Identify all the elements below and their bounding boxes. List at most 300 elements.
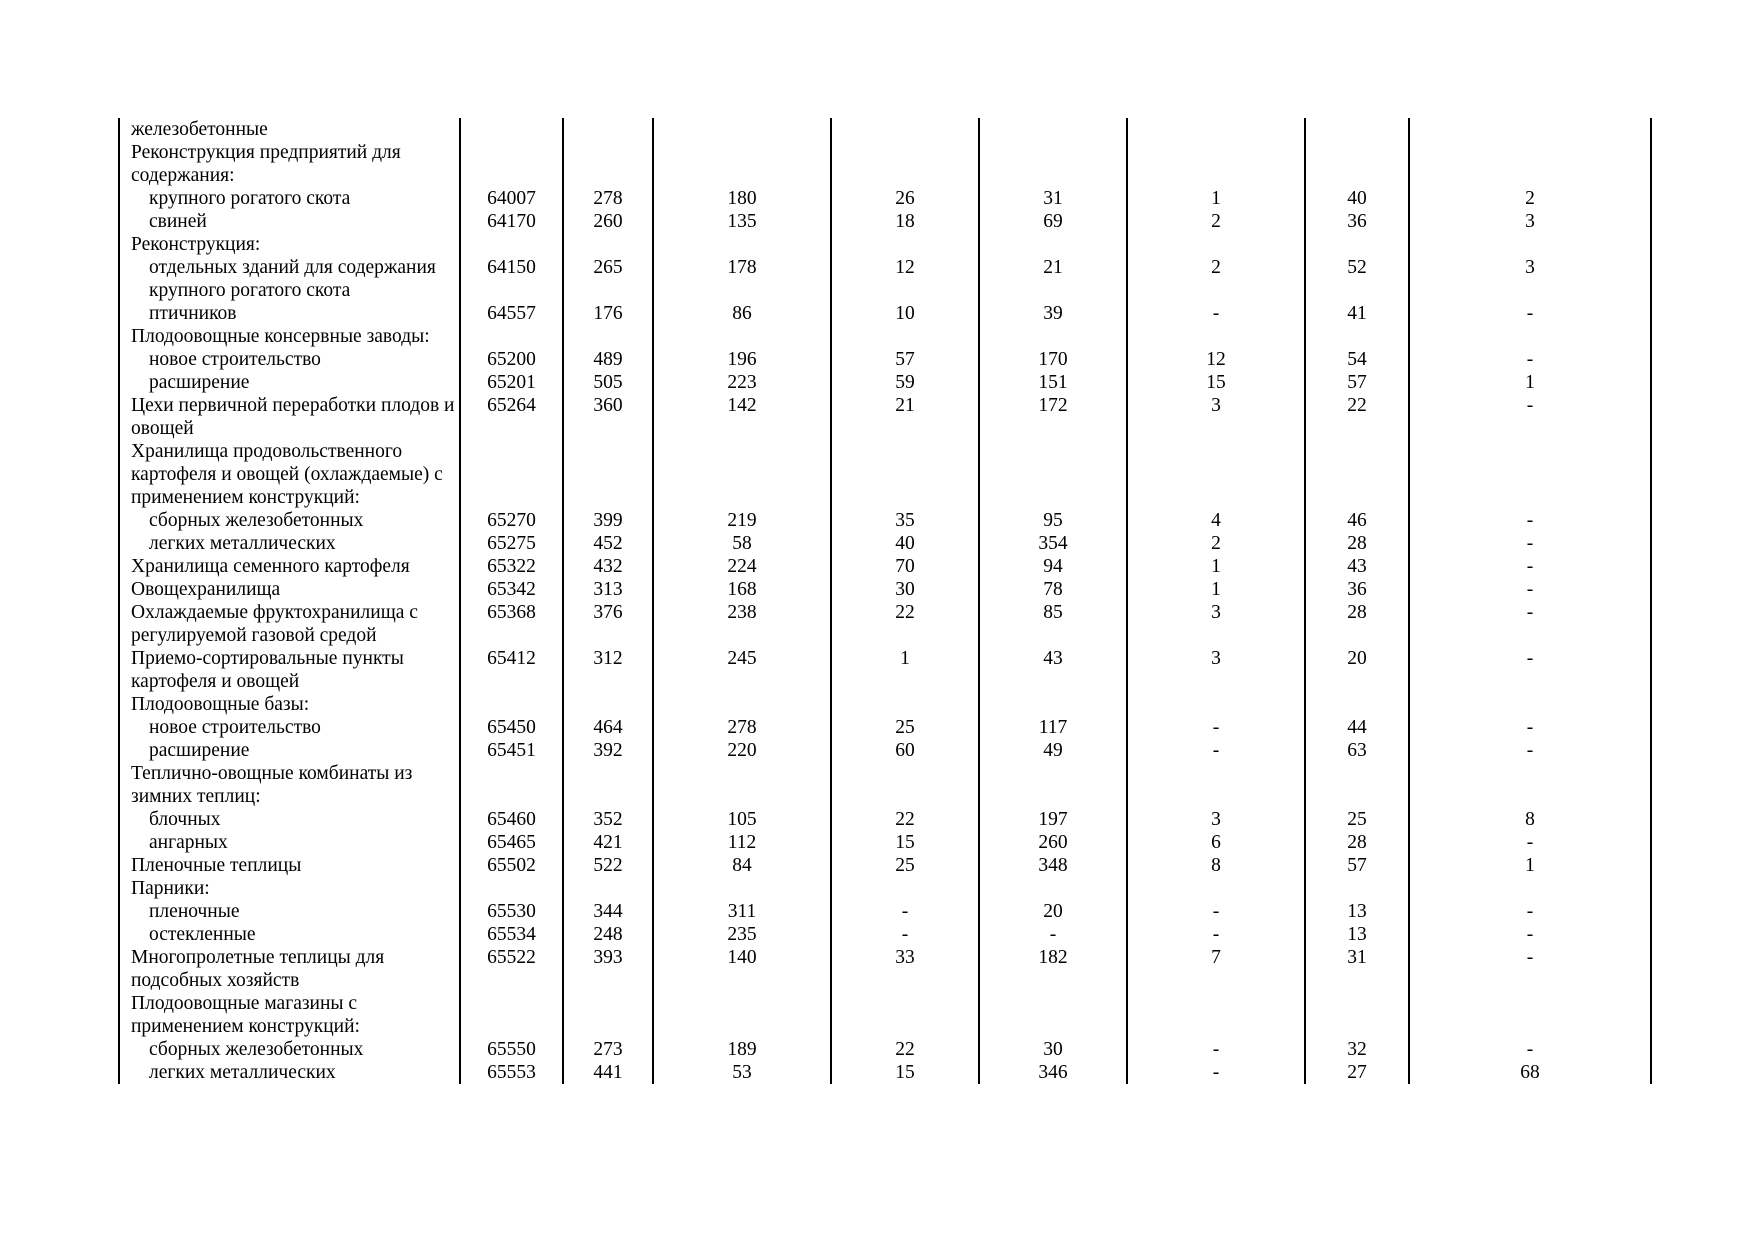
row-value-col-5 [979, 693, 1127, 716]
row-value-col-5: 346 [979, 1061, 1127, 1084]
row-subitem-name: остекленные [119, 923, 460, 946]
row-value-col-3 [653, 141, 831, 187]
row-value-col-2: 352 [563, 808, 653, 831]
row-value-col-2: 260 [563, 210, 653, 233]
row-value-col-7: 22 [1305, 394, 1409, 440]
row-value-col-2: 522 [563, 854, 653, 877]
row-value-col-4: 22 [831, 601, 979, 647]
row-value-col-8: - [1409, 394, 1651, 440]
row-value-col-7 [1305, 992, 1409, 1038]
row-subitem-name: отдельных зданий для содержания крупного рогатого скота [119, 256, 460, 302]
row-value-col-8: 3 [1409, 210, 1651, 233]
row-value-col-1 [460, 118, 563, 141]
row-value-col-4: 25 [831, 716, 979, 739]
row-value-col-6 [1127, 325, 1305, 348]
row-value-col-3: 58 [653, 532, 831, 555]
row-value-col-6 [1127, 118, 1305, 141]
table-row [119, 716, 1651, 739]
row-value-col-3: 223 [653, 371, 831, 394]
row-value-col-8: 2 [1409, 187, 1651, 210]
row-value-col-1: 64170 [460, 210, 563, 233]
row-value-col-2: 376 [563, 601, 653, 647]
row-name: Хранилища семенного картофеля [119, 555, 460, 578]
row-value-col-1: 65534 [460, 923, 563, 946]
row-value-col-6 [1127, 693, 1305, 716]
row-value-col-3: 245 [653, 647, 831, 693]
row-value-col-4: 57 [831, 348, 979, 371]
row-value-col-8 [1409, 118, 1651, 141]
row-value-col-4: 30 [831, 578, 979, 601]
row-value-col-1 [460, 141, 563, 187]
table-row [119, 509, 1651, 532]
row-value-col-6: 1 [1127, 555, 1305, 578]
row-value-col-7 [1305, 440, 1409, 509]
row-name: Реконструкция предприятий для содержания: [119, 141, 460, 187]
row-value-col-7: 28 [1305, 601, 1409, 647]
row-value-col-7: 28 [1305, 831, 1409, 854]
row-value-col-5: 49 [979, 739, 1127, 762]
row-value-col-5: 95 [979, 509, 1127, 532]
row-subitem-name: свиней [119, 210, 460, 233]
row-value-col-4: 10 [831, 302, 979, 325]
row-value-col-6: 12 [1127, 348, 1305, 371]
row-value-col-2 [563, 141, 653, 187]
row-value-col-3 [653, 762, 831, 808]
table-row [119, 141, 1651, 187]
row-value-col-2: 393 [563, 946, 653, 992]
row-value-col-4: 1 [831, 647, 979, 693]
table-row [119, 348, 1651, 371]
row-value-col-7: 54 [1305, 348, 1409, 371]
row-value-col-8: 1 [1409, 854, 1651, 877]
row-name: Многопролетные теплицы для подсобных хозяйств [119, 946, 460, 992]
row-value-col-6: 6 [1127, 831, 1305, 854]
row-value-col-1: 65502 [460, 854, 563, 877]
row-value-col-8 [1409, 325, 1651, 348]
data-table [118, 118, 1652, 1084]
row-value-col-4 [831, 141, 979, 187]
row-value-col-4: 21 [831, 394, 979, 440]
row-value-col-5 [979, 992, 1127, 1038]
table-row [119, 371, 1651, 394]
row-subitem-name: пленочные [119, 900, 460, 923]
table-row [119, 256, 1651, 302]
row-value-col-8: 3 [1409, 256, 1651, 302]
row-subitem-name: легких металлических [119, 1061, 460, 1084]
table-row [119, 854, 1651, 877]
row-name: Теплично-овощные комбинаты из зимних теплиц: [119, 762, 460, 808]
table-row [119, 1061, 1651, 1084]
row-value-col-3 [653, 440, 831, 509]
row-value-col-2 [563, 693, 653, 716]
row-name: Цехи первичной переработки плодов и овощей [119, 394, 460, 440]
row-subitem-name: новое строительство [119, 716, 460, 739]
row-value-col-6: - [1127, 900, 1305, 923]
table-row [119, 601, 1651, 647]
row-value-col-5: 354 [979, 532, 1127, 555]
row-value-col-8: 68 [1409, 1061, 1651, 1084]
row-value-col-7 [1305, 233, 1409, 256]
row-value-col-5: 30 [979, 1038, 1127, 1061]
row-value-col-2 [563, 325, 653, 348]
row-value-col-8: - [1409, 601, 1651, 647]
row-value-col-5: 31 [979, 187, 1127, 210]
row-value-col-3 [653, 992, 831, 1038]
row-value-col-7 [1305, 877, 1409, 900]
row-value-col-7: 32 [1305, 1038, 1409, 1061]
row-value-col-5: 151 [979, 371, 1127, 394]
row-value-col-8: - [1409, 739, 1651, 762]
row-value-col-7: 27 [1305, 1061, 1409, 1084]
row-value-col-4: 59 [831, 371, 979, 394]
row-value-col-7: 44 [1305, 716, 1409, 739]
row-value-col-2 [563, 118, 653, 141]
row-value-col-1: 65201 [460, 371, 563, 394]
row-value-col-6: 2 [1127, 210, 1305, 233]
row-value-col-5: 69 [979, 210, 1127, 233]
table-row [119, 394, 1651, 440]
row-value-col-1: 65275 [460, 532, 563, 555]
row-value-col-4: 40 [831, 532, 979, 555]
row-value-col-8: - [1409, 946, 1651, 992]
row-value-col-2: 392 [563, 739, 653, 762]
row-value-col-4: 26 [831, 187, 979, 210]
row-value-col-2: 273 [563, 1038, 653, 1061]
row-value-col-7: 57 [1305, 854, 1409, 877]
row-value-col-1: 65530 [460, 900, 563, 923]
row-value-col-1: 65450 [460, 716, 563, 739]
row-value-col-6: 4 [1127, 509, 1305, 532]
row-value-col-1: 65412 [460, 647, 563, 693]
row-value-col-4: 22 [831, 808, 979, 831]
row-value-col-8: - [1409, 900, 1651, 923]
row-value-col-5: 172 [979, 394, 1127, 440]
row-value-col-8: - [1409, 831, 1651, 854]
table-row [119, 532, 1651, 555]
row-value-col-2 [563, 992, 653, 1038]
table-row [119, 233, 1651, 256]
row-value-col-5: 94 [979, 555, 1127, 578]
row-value-col-5: 170 [979, 348, 1127, 371]
row-value-col-2 [563, 233, 653, 256]
row-subitem-name: новое строительство [119, 348, 460, 371]
row-value-col-4 [831, 440, 979, 509]
row-name: Приемо-сортировальные пункты картофеля и овощей [119, 647, 460, 693]
row-value-col-6: - [1127, 923, 1305, 946]
row-subitem-name: расширение [119, 739, 460, 762]
row-value-col-2: 265 [563, 256, 653, 302]
row-value-col-8: - [1409, 647, 1651, 693]
row-value-col-7: 63 [1305, 739, 1409, 762]
table-row [119, 325, 1651, 348]
row-value-col-1: 65270 [460, 509, 563, 532]
table-row [119, 118, 1651, 141]
row-value-col-1: 64150 [460, 256, 563, 302]
row-value-col-3: 180 [653, 187, 831, 210]
row-value-col-4 [831, 233, 979, 256]
row-value-col-3: 278 [653, 716, 831, 739]
row-subitem-name: птичников [119, 302, 460, 325]
table-row [119, 555, 1651, 578]
row-value-col-4: 15 [831, 831, 979, 854]
row-value-col-3: 311 [653, 900, 831, 923]
row-value-col-4 [831, 118, 979, 141]
row-value-col-6: 2 [1127, 256, 1305, 302]
row-value-col-2: 312 [563, 647, 653, 693]
row-value-col-5 [979, 141, 1127, 187]
row-value-col-1: 65322 [460, 555, 563, 578]
row-value-col-3: 189 [653, 1038, 831, 1061]
row-name: Хранилища продовольственного картофеля и овощей (охлаждаемые) с применением конструкций: [119, 440, 460, 509]
table-row [119, 900, 1651, 923]
row-subitem-name: ангарных [119, 831, 460, 854]
row-value-col-4: - [831, 900, 979, 923]
row-value-col-2: 489 [563, 348, 653, 371]
row-value-col-8: - [1409, 348, 1651, 371]
row-value-col-6: - [1127, 302, 1305, 325]
row-value-col-5: 348 [979, 854, 1127, 877]
row-subitem-name: крупного рогатого скота [119, 187, 460, 210]
row-value-col-4: 60 [831, 739, 979, 762]
row-value-col-4: - [831, 923, 979, 946]
row-value-col-1 [460, 440, 563, 509]
row-value-col-3: 53 [653, 1061, 831, 1084]
row-value-col-3 [653, 877, 831, 900]
row-value-col-3: 220 [653, 739, 831, 762]
row-value-col-1: 65264 [460, 394, 563, 440]
row-name: Парники: [119, 877, 460, 900]
row-value-col-7 [1305, 762, 1409, 808]
row-value-col-8 [1409, 762, 1651, 808]
table-row [119, 808, 1651, 831]
row-value-col-1 [460, 877, 563, 900]
row-value-col-4: 35 [831, 509, 979, 532]
row-value-col-6: 7 [1127, 946, 1305, 992]
table-row [119, 440, 1651, 509]
row-value-col-2: 505 [563, 371, 653, 394]
row-value-col-1: 65553 [460, 1061, 563, 1084]
row-value-col-6 [1127, 877, 1305, 900]
table-row [119, 831, 1651, 854]
row-value-col-6 [1127, 440, 1305, 509]
row-value-col-7 [1305, 141, 1409, 187]
row-value-col-5: 117 [979, 716, 1127, 739]
row-name: Плодоовощные магазины с применением конструкций: [119, 992, 460, 1038]
row-value-col-2: 399 [563, 509, 653, 532]
row-value-col-6: - [1127, 1061, 1305, 1084]
row-subitem-name: легких металлических [119, 532, 460, 555]
row-value-col-3: 135 [653, 210, 831, 233]
row-value-col-2: 441 [563, 1061, 653, 1084]
row-value-col-5: 43 [979, 647, 1127, 693]
row-value-col-4 [831, 877, 979, 900]
row-value-col-4: 22 [831, 1038, 979, 1061]
row-value-col-8: - [1409, 532, 1651, 555]
row-value-col-5 [979, 118, 1127, 141]
row-value-col-8: 1 [1409, 371, 1651, 394]
row-value-col-2: 344 [563, 900, 653, 923]
row-value-col-5: 78 [979, 578, 1127, 601]
row-value-col-4: 25 [831, 854, 979, 877]
row-value-col-6: - [1127, 739, 1305, 762]
row-value-col-3: 112 [653, 831, 831, 854]
row-value-col-2: 432 [563, 555, 653, 578]
row-value-col-5: 21 [979, 256, 1127, 302]
row-subitem-name: сборных железобетонных [119, 1038, 460, 1061]
table-row [119, 877, 1651, 900]
row-value-col-3: 219 [653, 509, 831, 532]
row-value-col-6: 3 [1127, 647, 1305, 693]
row-value-col-4: 18 [831, 210, 979, 233]
row-value-col-5: 182 [979, 946, 1127, 992]
row-value-col-7: 25 [1305, 808, 1409, 831]
row-value-col-5 [979, 440, 1127, 509]
row-value-col-8: 8 [1409, 808, 1651, 831]
row-value-col-8: - [1409, 578, 1651, 601]
row-value-col-2: 248 [563, 923, 653, 946]
row-value-col-3: 142 [653, 394, 831, 440]
row-value-col-1: 65200 [460, 348, 563, 371]
row-value-col-6: - [1127, 1038, 1305, 1061]
row-value-col-7 [1305, 118, 1409, 141]
row-value-col-7: 31 [1305, 946, 1409, 992]
table-row [119, 693, 1651, 716]
row-subitem-name: сборных железобетонных [119, 509, 460, 532]
row-value-col-7: 40 [1305, 187, 1409, 210]
row-value-col-7: 36 [1305, 578, 1409, 601]
row-value-col-5: 197 [979, 808, 1127, 831]
row-value-col-7 [1305, 693, 1409, 716]
row-value-col-4: 15 [831, 1061, 979, 1084]
row-subitem-name: расширение [119, 371, 460, 394]
row-value-col-7: 13 [1305, 923, 1409, 946]
row-value-col-6: 3 [1127, 601, 1305, 647]
row-value-col-4: 33 [831, 946, 979, 992]
row-value-col-5: 260 [979, 831, 1127, 854]
row-value-col-4 [831, 693, 979, 716]
row-value-col-8: - [1409, 302, 1651, 325]
table-body [119, 118, 1651, 1084]
table-row [119, 578, 1651, 601]
row-value-col-7: 46 [1305, 509, 1409, 532]
row-value-col-3 [653, 233, 831, 256]
row-value-col-3 [653, 325, 831, 348]
row-value-col-3: 105 [653, 808, 831, 831]
row-value-col-5: 20 [979, 900, 1127, 923]
row-value-col-1 [460, 762, 563, 808]
row-value-col-6: 3 [1127, 808, 1305, 831]
row-value-col-3: 235 [653, 923, 831, 946]
table-row [119, 992, 1651, 1038]
row-value-col-1: 65368 [460, 601, 563, 647]
row-value-col-8 [1409, 992, 1651, 1038]
row-value-col-6 [1127, 141, 1305, 187]
row-value-col-3: 140 [653, 946, 831, 992]
row-value-col-6: 1 [1127, 578, 1305, 601]
row-value-col-2: 278 [563, 187, 653, 210]
row-value-col-5: 85 [979, 601, 1127, 647]
row-subitem-name: блочных [119, 808, 460, 831]
row-value-col-6: 8 [1127, 854, 1305, 877]
table-row [119, 762, 1651, 808]
row-value-col-4: 12 [831, 256, 979, 302]
row-value-col-8: - [1409, 923, 1651, 946]
table-row [119, 647, 1651, 693]
row-value-col-5 [979, 233, 1127, 256]
row-name: Плодоовощные базы: [119, 693, 460, 716]
row-value-col-2 [563, 762, 653, 808]
row-value-col-2: 452 [563, 532, 653, 555]
row-name: Реконструкция: [119, 233, 460, 256]
row-value-col-6: 15 [1127, 371, 1305, 394]
row-value-col-1 [460, 992, 563, 1038]
row-value-col-3: 84 [653, 854, 831, 877]
row-value-col-3: 238 [653, 601, 831, 647]
row-value-col-6 [1127, 992, 1305, 1038]
row-value-col-1: 64557 [460, 302, 563, 325]
table-row [119, 1038, 1651, 1061]
row-value-col-2: 464 [563, 716, 653, 739]
row-value-col-3: 168 [653, 578, 831, 601]
row-value-col-1 [460, 325, 563, 348]
row-value-col-1: 65451 [460, 739, 563, 762]
row-value-col-6: 1 [1127, 187, 1305, 210]
row-value-col-8: - [1409, 716, 1651, 739]
row-name: Охлаждаемые фруктохранилища с регулируемой газовой средой [119, 601, 460, 647]
row-name: Овощехранилища [119, 578, 460, 601]
row-value-col-2 [563, 440, 653, 509]
row-value-col-8: - [1409, 509, 1651, 532]
row-value-col-8 [1409, 233, 1651, 256]
table-row [119, 739, 1651, 762]
row-value-col-2: 313 [563, 578, 653, 601]
row-value-col-2: 360 [563, 394, 653, 440]
row-value-col-8 [1409, 141, 1651, 187]
row-value-col-6: - [1127, 716, 1305, 739]
row-value-col-4 [831, 762, 979, 808]
row-value-col-4: 70 [831, 555, 979, 578]
row-value-col-5 [979, 325, 1127, 348]
row-value-col-6: 2 [1127, 532, 1305, 555]
row-value-col-8: - [1409, 1038, 1651, 1061]
row-value-col-3: 86 [653, 302, 831, 325]
table-row [119, 923, 1651, 946]
row-value-col-6: 3 [1127, 394, 1305, 440]
row-value-col-8 [1409, 693, 1651, 716]
row-value-col-1: 64007 [460, 187, 563, 210]
row-value-col-3: 224 [653, 555, 831, 578]
row-value-col-2: 421 [563, 831, 653, 854]
row-value-col-7: 36 [1305, 210, 1409, 233]
row-value-col-7: 20 [1305, 647, 1409, 693]
row-value-col-7 [1305, 325, 1409, 348]
row-value-col-5: 39 [979, 302, 1127, 325]
row-value-col-1: 65342 [460, 578, 563, 601]
row-value-col-3: 178 [653, 256, 831, 302]
row-value-col-7: 57 [1305, 371, 1409, 394]
row-value-col-1: 65460 [460, 808, 563, 831]
row-value-col-8 [1409, 877, 1651, 900]
row-value-col-1: 65522 [460, 946, 563, 992]
table-row [119, 302, 1651, 325]
table-row [119, 187, 1651, 210]
row-value-col-2: 176 [563, 302, 653, 325]
row-value-col-5 [979, 762, 1127, 808]
row-value-col-6 [1127, 233, 1305, 256]
row-value-col-5: - [979, 923, 1127, 946]
row-value-col-7: 43 [1305, 555, 1409, 578]
row-value-col-5 [979, 877, 1127, 900]
